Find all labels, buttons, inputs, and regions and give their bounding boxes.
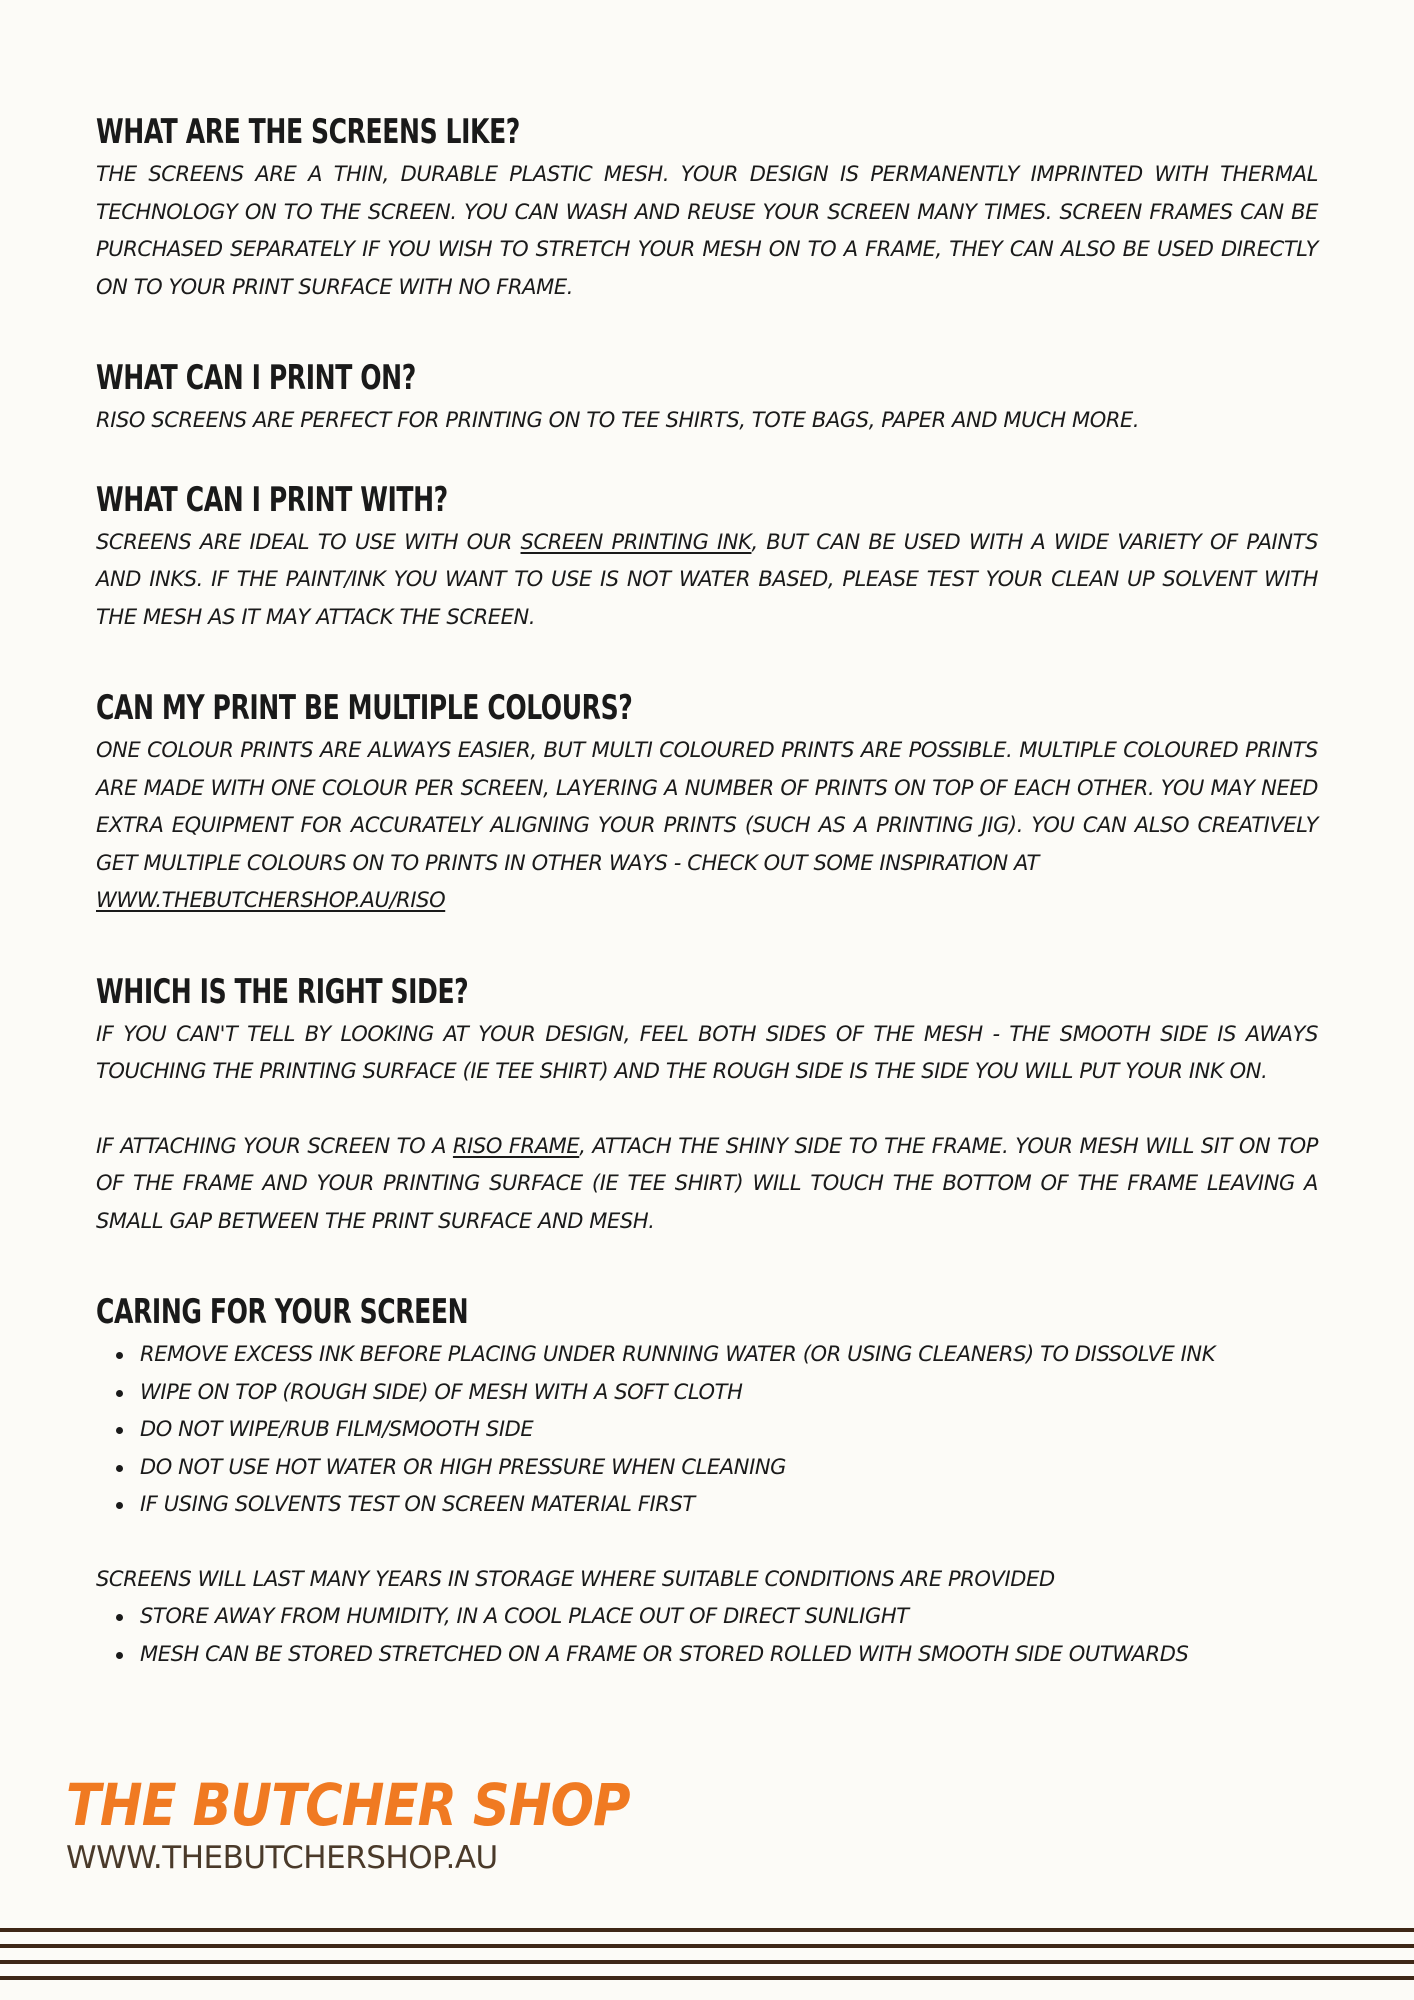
- stripe-divider: [0, 1960, 1414, 1964]
- section-print-on: [96, 358, 1318, 440]
- screen-printing-ink-link[interactable]: SCREEN PRINTING INK: [520, 529, 752, 554]
- text-span: SCREENS ARE IDEAL TO USE WITH OUR: [96, 529, 521, 554]
- text-span: ONE COLOUR PRINTS ARE ALWAYS EASIER, BUT MULTI COLOURED PRINTS ARE POSSIBLE. MULTIPLE COLOURED PRINTS ARE MADE WITH ONE COLOUR PER SCREEN, LAYERING A NUMBER OF PRINTS ON TOP OF EACH OTHER. YOU MAY NEED EXTRA EQUIPMENT FOR ACCURATELY ALIGNING YOUR PRINTS (SUCH AS A PRINTING JIG). YOU CAN ALSO CREATIVELY GET MULTIPLE COLOURS ON TO PRINTS IN OTHER WAYS - CHECK OUT SOME INSPIRATION AT: [96, 738, 1318, 875]
- section-right-side: [96, 972, 1318, 1241]
- riso-frame-link[interactable]: RISO FRAME: [452, 1133, 580, 1158]
- section-text: [96, 524, 1318, 637]
- section-heading: WHAT CAN I PRINT WITH?: [96, 479, 448, 520]
- stripe-divider: [0, 1928, 1414, 1932]
- list-item: MESH CAN BE STORED STRETCHED ON A FRAME OR STORED ROLLED WITH SMOOTH SIDE OUTWARDS: [140, 1636, 1318, 1674]
- storage-intro: SCREENS WILL LAST MANY YEARS IN STORAGE WHERE SUITABLE CONDITIONS ARE PROVIDED: [96, 1566, 1055, 1591]
- section-multiple-colours: [96, 688, 1318, 920]
- riso-inspiration-link[interactable]: WWW.THEBUTCHERSHOP.AU/RISO: [96, 888, 446, 912]
- list-item: REMOVE EXCESS INK BEFORE PLACING UNDER RUNNING WATER (OR USING CLEANERS) TO DISSOLVE INK: [140, 1336, 1318, 1374]
- section-heading: WHICH IS THE RIGHT SIDE?: [96, 971, 469, 1012]
- care-list: [96, 1336, 1318, 1524]
- section-text: [96, 1128, 1318, 1241]
- section-text: THE SCREENS ARE A THIN, DURABLE PLASTIC MESH. YOUR DESIGN IS PERMANENTLY IMPRINTED WITH THERMAL TECHNOLOGY ON TO THE SCREEN. YOU CAN WASH AND REUSE YOUR SCREEN MANY TIMES. SCREEN FRAMES CAN BE PURCHASED SEPARATELY IF YOU WISH TO STRETCH YOUR MESH ON TO A FRAME, THEY CAN ALSO BE USED DIRECTLY ON TO YOUR PRINT SURFACE WITH NO FRAME.: [96, 162, 1318, 299]
- text-span: , BUT CAN BE USED WITH A WIDE VARIETY OF PAINTS AND INKS. IF THE PAINT/INK YOU WANT TO USE IS NOT WATER BASED, PLEASE TEST YOUR CLEAN UP SOLVENT WITH THE MESH AS IT MAY ATTACK THE SCREEN.: [96, 529, 1318, 629]
- section-screens: [96, 112, 1318, 306]
- list-item: DO NOT USE HOT WATER OR HIGH PRESSURE WHEN CLEANING: [140, 1449, 1318, 1487]
- list-item: IF USING SOLVENTS TEST ON SCREEN MATERIAL FIRST: [140, 1486, 1318, 1524]
- stripe-divider: [0, 1976, 1414, 1980]
- footer-stripes: [0, 1928, 1414, 1992]
- list-item: DO NOT WIPE/RUB FILM/SMOOTH SIDE: [140, 1411, 1318, 1449]
- section-text: [96, 732, 1318, 920]
- stripe-divider: [0, 1944, 1414, 1948]
- document-body: [96, 112, 1318, 1725]
- section-heading: CAN MY PRINT BE MULTIPLE COLOURS?: [96, 688, 633, 728]
- text-span: IF ATTACHING YOUR SCREEN TO A: [96, 1133, 453, 1158]
- list-item: WIPE ON TOP (ROUGH SIDE) OF MESH WITH A SOFT CLOTH: [140, 1374, 1318, 1412]
- section-caring: [96, 1292, 1318, 1673]
- text-span: , ATTACH THE SHINY SIDE TO THE FRAME. YOUR MESH WILL SIT ON TOP OF THE FRAME AND YOUR PRINTING SURFACE (IE TEE SHIRT) WILL TOUCH THE BOTTOM OF THE FRAME LEAVING A SMALL GAP BETWEEN THE PRINT SURFACE AND MESH.: [96, 1133, 1319, 1233]
- brand-block: [66, 1772, 707, 1878]
- section-text: IF YOU CAN'T TELL BY LOOKING AT YOUR DESIGN, FEEL BOTH SIDES OF THE MESH - THE SMOOTH SIDE IS AWAYS TOUCHING THE PRINTING SURFACE (IE TEE SHIRT) AND THE ROUGH SIDE IS THE SIDE YOU WILL PUT YOUR INK ON.: [96, 1021, 1318, 1083]
- brand-logo: THE BUTCHER SHOP: [66, 1771, 630, 1839]
- brand-url-link[interactable]: WWW.THEBUTCHERSHOP.AU: [66, 1840, 498, 1876]
- storage-list: [96, 1598, 1318, 1673]
- section-print-with: [96, 480, 1318, 637]
- section-heading: WHAT ARE THE SCREENS LIKE?: [96, 112, 520, 152]
- section-text: RISO SCREENS ARE PERFECT FOR PRINTING ON TO TEE SHIRTS, TOTE BAGS, PAPER AND MUCH MORE.: [96, 408, 1140, 432]
- section-heading: WHAT CAN I PRINT ON?: [96, 358, 416, 398]
- list-item: STORE AWAY FROM HUMIDITY, IN A COOL PLACE OUT OF DIRECT SUNLIGHT: [140, 1598, 1318, 1636]
- section-heading: CARING FOR YOUR SCREEN: [96, 1292, 469, 1332]
